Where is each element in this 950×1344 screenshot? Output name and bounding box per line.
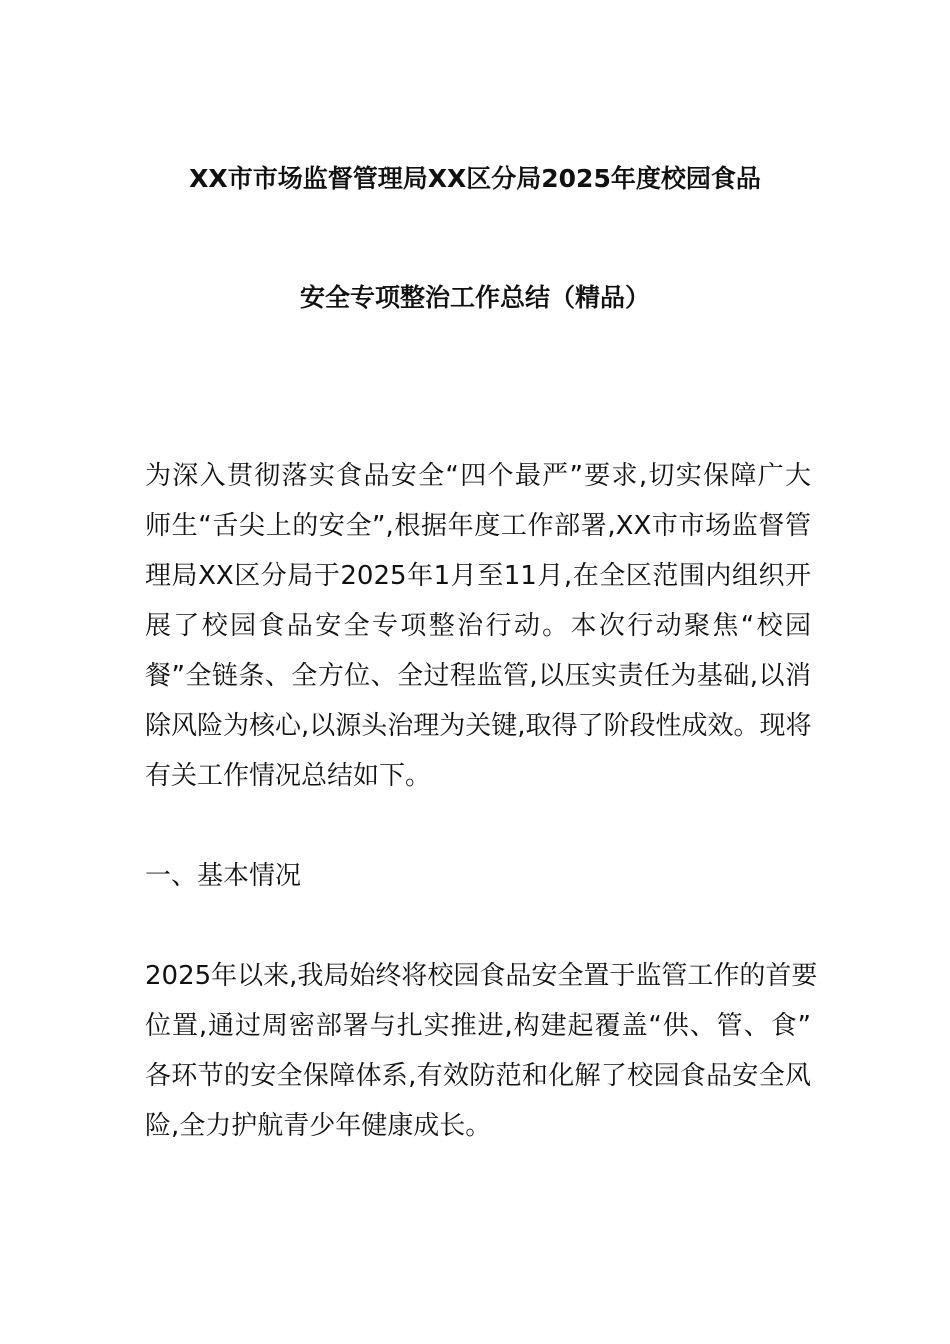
intro-line: 为深入贯彻落实食品安全“四个最严”要求,切实保障广大 bbox=[145, 461, 811, 491]
section-line: 险,全力护航青少年健康成长。 bbox=[145, 1111, 492, 1141]
intro-line: 展了校园食品安全专项整治行动。本次行动聚焦“校园 bbox=[145, 611, 811, 641]
section-heading-text: 一、基本情况 bbox=[145, 861, 302, 891]
intro-line: 有关工作情况总结如下。 bbox=[145, 761, 432, 791]
section-line: 位置,通过周密部署与扎实推进,构建起覆盖“供、管、食” bbox=[145, 1011, 811, 1041]
intro-line: 除风险为核心,以源头治理为关键,取得了阶段性成效。现将 bbox=[145, 711, 812, 741]
section-line: 各环节的安全保障体系,有效防范和化解了校园食品安全风 bbox=[145, 1061, 811, 1091]
intro-line: 理局XX区分局于2025年1月至11月,在全区范围内组织开 bbox=[145, 561, 811, 591]
intro-paragraph bbox=[145, 451, 811, 801]
section-heading bbox=[145, 851, 811, 901]
document-title-line-1: XX市市场监督管理局XX区分局2025年度校园食品 bbox=[189, 164, 761, 193]
intro-line: 餐”全链条、全方位、全过程监管,以压实责任为基础,以消 bbox=[145, 661, 811, 691]
intro-line: 师生“舌尖上的安全”,根据年度工作部署,XX市市场监督管 bbox=[145, 511, 811, 541]
document-title-line-2: 安全专项整治工作总结（精品） bbox=[299, 283, 650, 312]
section-paragraph bbox=[145, 951, 818, 1151]
section-line: 2025年以来,我局始终将校园食品安全置于监管工作的首要 bbox=[145, 961, 818, 991]
